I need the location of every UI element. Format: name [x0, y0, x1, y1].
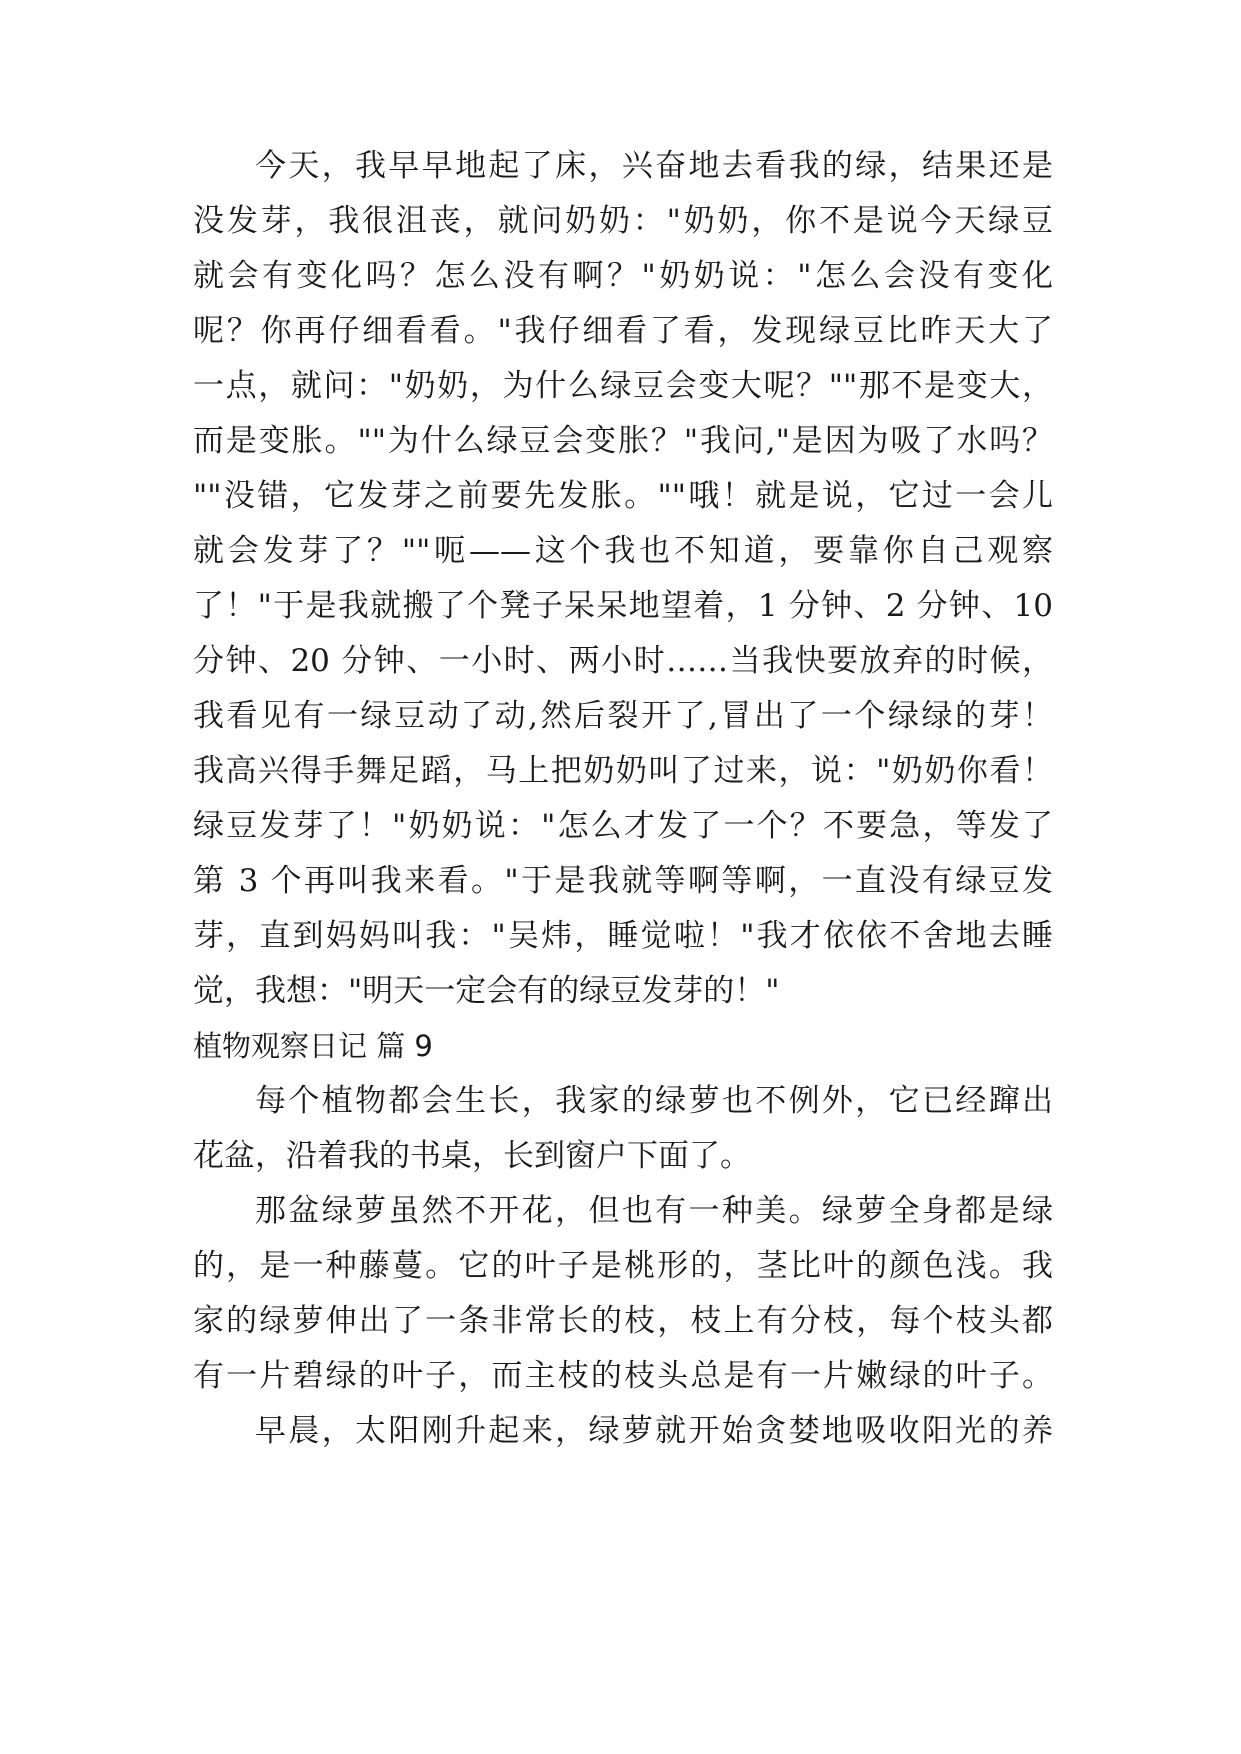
paragraph-line: 了！"于是我就搬了个凳子呆呆地望着，1 分钟、2 分钟、10	[193, 588, 1053, 624]
paragraph-line: 我高兴得手舞足蹈，马上把奶奶叫了过来，说："奶奶你看！	[193, 753, 1053, 789]
paragraph-line: 就会有变化吗？怎么没有啊？"奶奶说："怎么会没有变化	[193, 258, 1053, 294]
paragraph-line: 没发芽，我很沮丧，就问奶奶："奶奶，你不是说今天绿豆	[193, 203, 1053, 239]
paragraph-line: 分钟、20 分钟、一小时、两小时……当我快要放弃的时候，	[193, 643, 1053, 679]
paragraph-line: 觉，我想："明天一定会有的绿豆发芽的！"	[193, 973, 780, 1009]
paragraph-line: 芽，直到妈妈叫我："吴炜，睡觉啦！"我才依依不舍地去睡	[193, 918, 1053, 954]
paragraph-line: 那盆绿萝虽然不开花，但也有一种美。绿萝全身都是绿	[255, 1193, 1053, 1229]
paragraph-line: 每个植物都会生长，我家的绿萝也不例外，它已经蹿出	[255, 1083, 1053, 1119]
paragraph-line: 绿豆发芽了！"奶奶说："怎么才发了一个？不要急，等发了	[193, 808, 1053, 844]
section-heading: 植物观察日记 篇 9	[193, 1029, 433, 1063]
paragraph-line: 今天，我早早地起了床，兴奋地去看我的绿，结果还是	[255, 148, 1053, 184]
paragraph-line: 而是变胀。""为什么绿豆会变胀？"我问,"是因为吸了水吗？	[193, 423, 1053, 459]
paragraph-line: 一点，就问："奶奶，为什么绿豆会变大呢？""那不是变大，	[193, 368, 1053, 404]
paragraph-line: 有一片碧绿的叶子，而主枝的枝头总是有一片嫩绿的叶子。	[193, 1358, 1053, 1394]
paragraph-line: 早晨，太阳刚升起来，绿萝就开始贪婪地吸收阳光的养	[255, 1413, 1053, 1449]
paragraph-line: 家的绿萝伸出了一条非常长的枝，枝上有分枝，每个枝头都	[193, 1303, 1053, 1339]
paragraph-line: 的，是一种藤蔓。它的叶子是桃形的，茎比叶的颜色浅。我	[193, 1248, 1053, 1284]
paragraph-line: 花盆，沿着我的书桌，长到窗户下面了。	[193, 1138, 751, 1174]
paragraph-line: ""没错，它发芽之前要先发胀。""哦！就是说，它过一会儿	[193, 478, 1053, 514]
paragraph-line: 第 3 个再叫我来看。"于是我就等啊等啊，一直没有绿豆发	[193, 863, 1053, 899]
paragraph-line: 呢？你再仔细看看。"我仔细看了看，发现绿豆比昨天大了	[193, 313, 1053, 349]
paragraph-line: 我看见有一绿豆动了动,然后裂开了,冒出了一个绿绿的芽！	[193, 698, 1053, 734]
paragraph-line: 就会发芽了？""呃——这个我也不知道，要靠你自己观察	[193, 533, 1053, 569]
